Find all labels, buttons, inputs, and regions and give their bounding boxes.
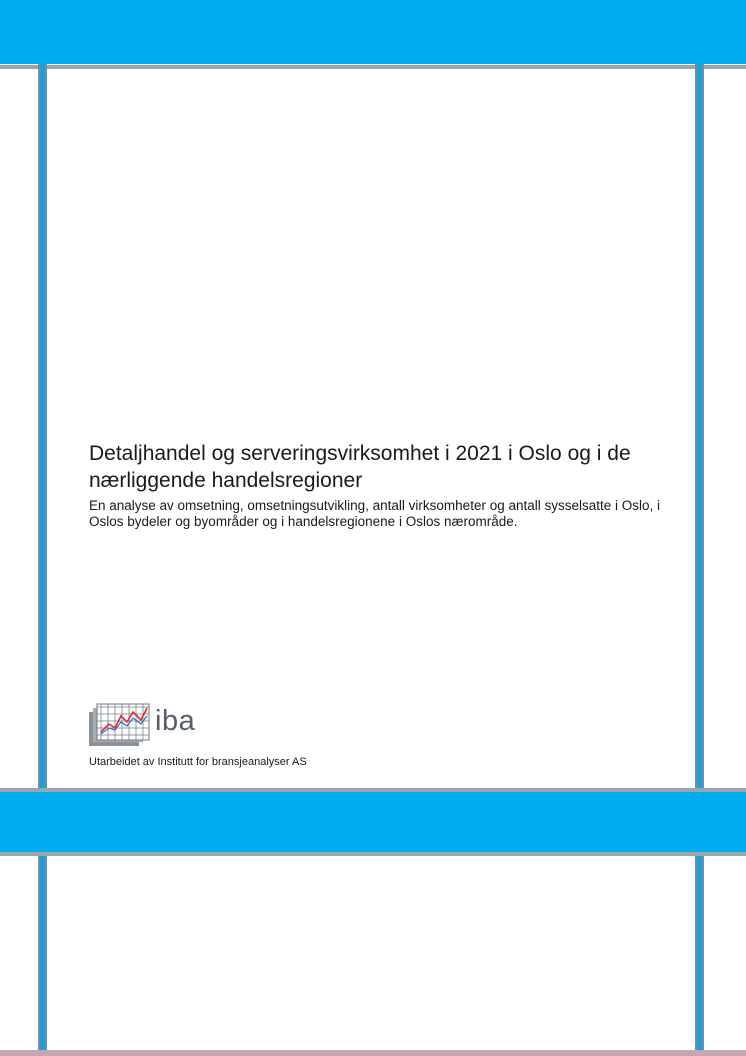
report-subtitle: En analyse av omsetning, omsetningsutvikling, antall virksomheter og antall sysselsatte i Oslo, i Oslos bydeler og byområder og i handelsregionene i Oslos nærområde.: [89, 498, 661, 529]
top-divider: [0, 65, 746, 69]
right-frame-bar: [695, 64, 704, 1056]
report-title: Detaljhandel og serveringsvirksomhet i 2021 i Oslo og i de nærliggende handelsregioner: [89, 442, 631, 492]
bottom-banner: [0, 792, 746, 852]
bottom-divider: [0, 852, 746, 856]
prepared-by-credit: Utarbeidet av Institutt for bransjeanalyser AS: [89, 756, 307, 768]
page-bottom-edge: [0, 1050, 746, 1056]
top-banner: [0, 0, 746, 64]
left-frame-bar: [38, 64, 47, 1056]
company-logo-text: iba: [155, 705, 196, 737]
cover-title-block: [89, 440, 669, 530]
